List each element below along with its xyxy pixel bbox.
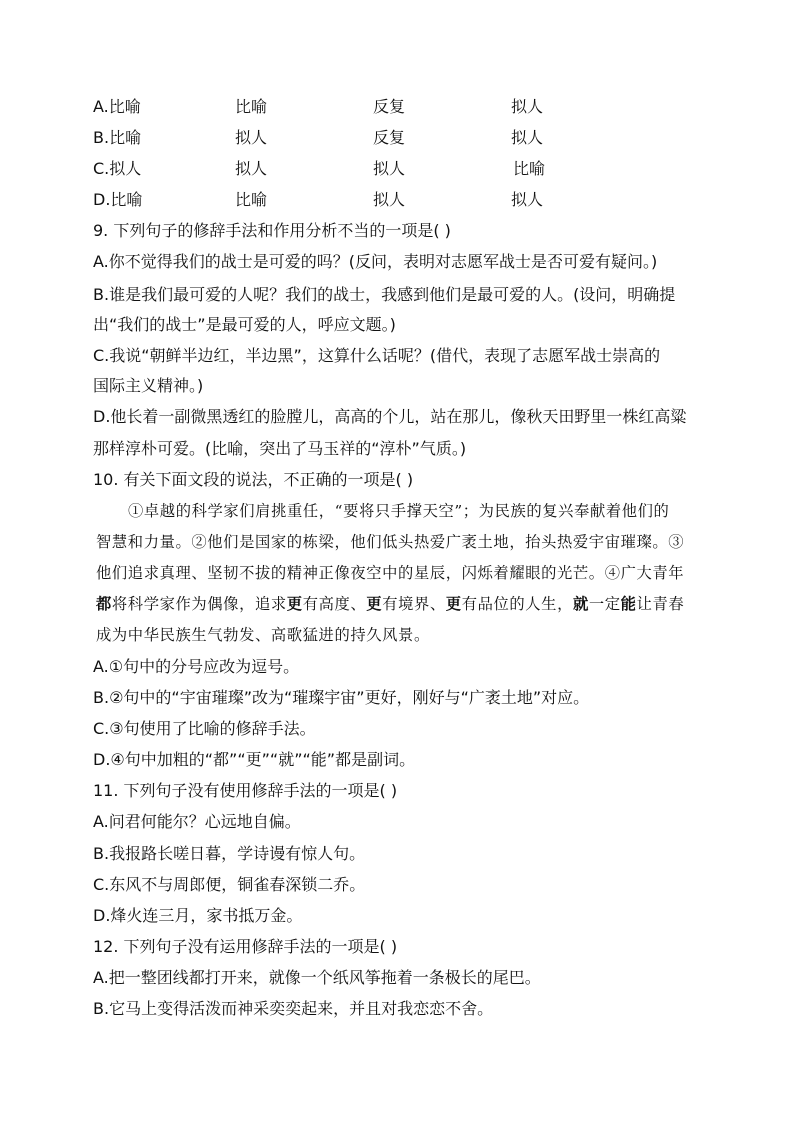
question-11-option-b: B.我报路长嗟日暮，学诗谩有惊人句。 [93, 844, 366, 863]
question-11-option-c: C.东风不与周郎便，铜雀春深锁二乔。 [93, 875, 366, 894]
question-12-option-a: A.把一整团线都打开来，就像一个纸风筝拖着一条极长的尾巴。 [93, 968, 541, 987]
passage-line-4 [96, 594, 684, 614]
option-cell: 拟人 [511, 128, 544, 147]
option-cell: 拟人 [235, 128, 268, 147]
question-10-option-a: A.①句中的分号应改为逗号。 [93, 657, 300, 676]
question-11-option-a: A.问君何能尔？心远地自偏。 [93, 812, 301, 831]
question-11-option-d: D.烽火连三月，家书抵万金。 [93, 906, 303, 925]
passage-text: 有境界、 [382, 595, 446, 613]
option-cell: D.比喻 [93, 190, 143, 209]
option-cell: 拟人 [373, 190, 406, 209]
bold-word: 更 [366, 595, 383, 613]
passage-line-1: ①卓越的科学家们肩挑重任，“要将只手撑天空”；为民族的复兴奉献着他们的 [128, 502, 670, 520]
question-9-option-d-cont: 那样淳朴可爱。(比喻，突出了马玉祥的“淳朴”气质。) [93, 439, 467, 458]
question-12-stem: 12. 下列句子没有运用修辞手法的一项是( ) [93, 937, 398, 956]
question-9-option-c: C.我说“朝鲜半边红，半边黑”，这算什么话呢？(借代，表现了志愿军战士崇高的 [93, 346, 661, 365]
question-10-option-c: C.③句使用了比喻的修辞手法。 [93, 719, 316, 738]
question-12-option-b: B.它马上变得活泼而神采奕奕起来，并且对我恋恋不舍。 [93, 999, 494, 1018]
passage-text: 让青春 [636, 595, 685, 613]
option-cell: 拟人 [511, 190, 544, 209]
question-10-stem: 10. 有关下面文段的说法，不正确的一项是( ) [93, 470, 414, 489]
question-9-option-b-cont: 出“我们的战士”是最可爱的人，呼应文题。) [93, 315, 396, 334]
question-10-option-d: D.④句中加粗的“都”“更”“就”“能”都是副词。 [93, 750, 416, 769]
option-cell: 拟人 [235, 159, 268, 178]
question-10-option-b: B.②句中的“宇宙璀璨”改为“璀璨宇宙”更好，刚好与“广袤土地”对应。 [93, 688, 590, 707]
bold-word: 更 [445, 595, 462, 613]
question-9-stem: 9. 下列句子的修辞手法和作用分析不当的一项是( ) [93, 221, 451, 240]
question-9-option-c-cont: 国际主义精神。) [93, 376, 204, 395]
option-cell: B.比喻 [93, 128, 142, 147]
passage-line-5: 成为中华民族生气勃发、高歌猛进的持久风景。 [96, 626, 430, 644]
question-11-stem: 11. 下列句子没有使用修辞手法的一项是( ) [93, 781, 398, 800]
option-cell: 比喻 [513, 159, 546, 178]
passage-text: 有高度、 [302, 595, 367, 613]
option-cell: 比喻 [235, 190, 268, 209]
bold-word: 都 [96, 595, 112, 613]
question-9-option-d: D.他长着一副微黑透红的脸膛儿，高高的个儿，站在那儿，像秋天田野里一株红高粱 [93, 407, 687, 426]
passage-text: 将科学家作为偶像，追求 [111, 595, 287, 613]
option-cell: C.拟人 [93, 159, 142, 178]
passage-text: 一定 [588, 595, 621, 613]
passage-text: 有品位的人生， [461, 595, 573, 613]
bold-word: 能 [620, 595, 637, 613]
option-cell: A.比喻 [93, 97, 141, 116]
option-cell: 反复 [373, 97, 406, 116]
bold-word: 就 [572, 595, 589, 613]
question-9-option-a: A.你不觉得我们的战士是可爱的吗？(反问，表明对志愿军战士是否可爱有疑问。) [93, 252, 658, 271]
passage-line-2: 智慧和力量。②他们是国家的栋梁，他们低头热爱广袤土地，抬头热爱宇宙璀璨。③ [96, 533, 685, 551]
option-cell: 比喻 [235, 97, 268, 116]
question-9-option-b: B.谁是我们最可爱的人呢？我们的战士，我感到他们是最可爱的人。(设问，明确提 [93, 285, 676, 304]
passage-line-3: 他们追求真理、坚韧不拔的精神正像夜空中的星辰，闪烁着耀眼的光芒。④广大青年 [96, 564, 685, 582]
option-cell: 拟人 [373, 159, 406, 178]
bold-word: 更 [286, 595, 303, 613]
option-cell: 拟人 [511, 97, 544, 116]
option-cell: 反复 [373, 128, 406, 147]
